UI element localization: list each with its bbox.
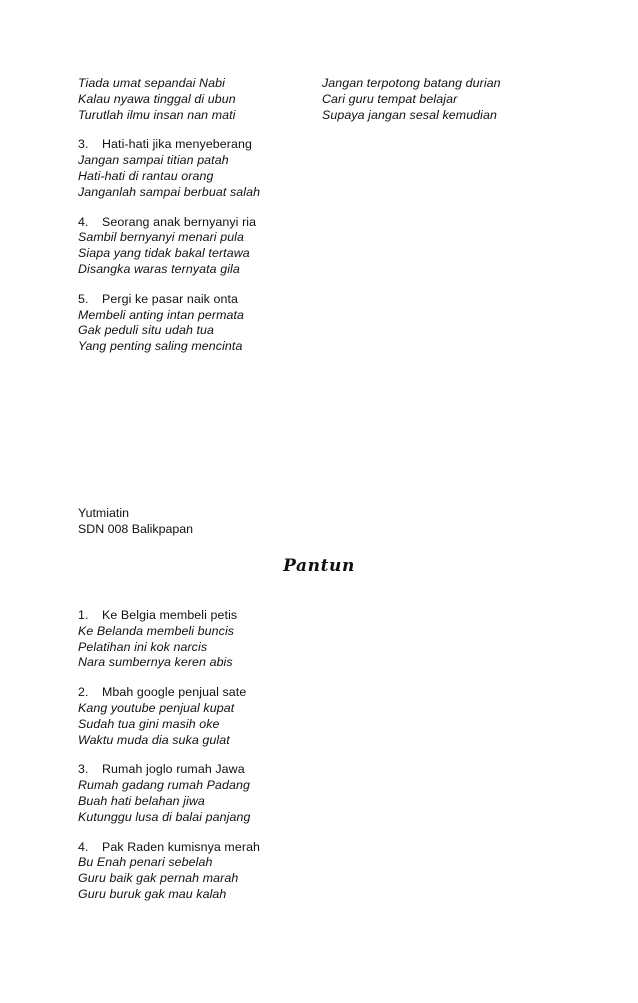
poem-line: Buah hati belahan jiwa (78, 793, 205, 808)
poem-line: Nara sumbernya keren abis (78, 655, 233, 670)
poem-line: Kang youtube penjual kupat (78, 700, 235, 715)
poem-line-numbered (78, 215, 318, 231)
poem-line: Waktu muda dia suka gulat (78, 732, 230, 747)
poem-line-numbered (78, 292, 318, 308)
stanza (78, 137, 318, 200)
stanza-number: 4. (78, 214, 89, 229)
stanza-number: 4. (78, 839, 89, 854)
poem-line: Yang penting saling mencinta (78, 339, 243, 354)
poem-line: Sudah tua gini masih oke (78, 716, 220, 731)
poem-line: Cari guru tempat belajar (322, 91, 458, 106)
poem-line: Ke Belanda membeli buncis (78, 623, 235, 638)
poem-line: Mbah google penjual sate (102, 685, 247, 700)
poem-line: Sambil bernyanyi menari pula (78, 230, 245, 245)
poem-line: Pergi ke pasar naik onta (102, 291, 239, 306)
poem-line-numbered (78, 762, 378, 778)
poem-line: Kutunggu lusa di balai panjang (78, 809, 251, 824)
poem-line: Bu Enah penari sebelah (78, 855, 213, 870)
stanza-number: 2. (78, 685, 89, 700)
poem-line: Supaya jangan sesal kemudian (322, 107, 498, 122)
poem-line: Guru baik gak pernah marah (78, 871, 239, 886)
poem-line: Guru buruk gak mau kalah (78, 886, 227, 901)
stanza (78, 76, 318, 123)
poem-line: Gak peduli situ udah tua (78, 323, 215, 338)
poem-line: Siapa yang tidak bakal tertawa (78, 246, 250, 261)
stanza-number: 3. (78, 762, 89, 777)
pantun-stanza (78, 685, 378, 748)
poem-line-numbered (78, 137, 318, 153)
pantun-list (78, 608, 378, 917)
stanza-number: 3. (78, 137, 89, 152)
stanza (78, 215, 318, 278)
poem-line-numbered (78, 685, 378, 701)
poem-line: Turutlah ilmu insan nan mati (78, 107, 236, 122)
author-block (78, 506, 193, 538)
poem-line: Membeli anting intan permata (78, 307, 245, 322)
poem-line: Pelatihan ini kok narcis (78, 639, 208, 654)
poem-line-numbered (78, 840, 378, 856)
author-name: Yutmiatin (78, 506, 129, 520)
section-title: Pantun (283, 556, 355, 576)
poem-line: Jangan terpotong batang durian (322, 76, 501, 90)
poem-line: Ke Belgia membeli petis (102, 608, 238, 622)
pantun-stanza (78, 762, 378, 825)
poem-line: Jangan sampai titian patah (78, 153, 229, 168)
poem-line: Seorang anak bernyanyi ria (102, 214, 257, 229)
poem-line: Janganlah sampai berbuat salah (78, 184, 261, 199)
poem-line: Rumah gadang rumah Padang (78, 778, 250, 793)
poem-line: Tiada umat sepandai Nabi (78, 76, 225, 90)
poem-line: Disangka waras ternyata gila (78, 261, 240, 276)
poem-line-numbered (78, 608, 378, 624)
pantun-stanza (78, 608, 378, 671)
stanza (78, 292, 318, 355)
poem-line: Hati-hati jika menyeberang (102, 137, 252, 152)
poem-line: Pak Raden kumisnya merah (102, 839, 261, 854)
poem-line: Hati-hati di rantau orang (78, 168, 214, 183)
poem-line: Rumah joglo rumah Jawa (102, 762, 245, 777)
poem-line: Kalau nyawa tinggal di ubun (78, 91, 236, 106)
stanza-number: 1. (78, 608, 89, 622)
left-column (78, 76, 318, 369)
pantun-stanza (78, 840, 378, 903)
author-school: SDN 008 Balikpapan (78, 521, 194, 536)
stanza-number: 5. (78, 291, 89, 306)
right-column (322, 76, 622, 123)
